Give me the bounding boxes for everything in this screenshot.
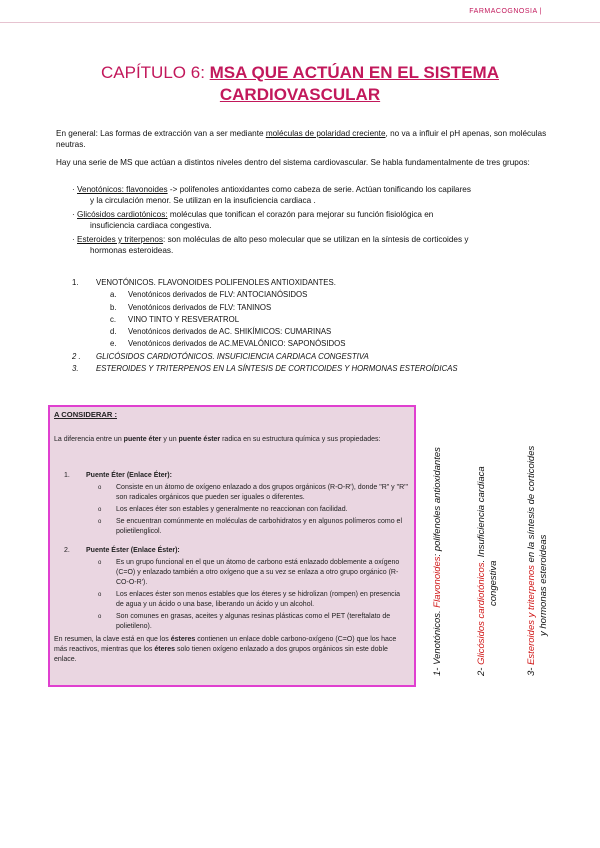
index-sublabel: Venotónicos derivados de AC.MEVALÓNICO: SAPONÓSIDOS: [128, 339, 346, 349]
margin-note-text: en la síntesis de corticoides: [526, 445, 537, 566]
index-subitem: [72, 314, 552, 326]
index-sublabel: Venotónicos derivados de AC. SHIKÍMICOS: CUMARINAS: [128, 327, 332, 337]
margin-note-highlight: Esteroides y triterpenos: [526, 565, 537, 665]
margin-note-text: . Insuficiencia cardiaca: [476, 466, 487, 563]
index-label: ESTEROIDES Y TRITERPENOS EN LA SÍNTESIS DE CORTICOIDES Y HORMONAS ESTEROÍDICAS: [96, 364, 458, 374]
chapter-title: [0, 62, 600, 106]
note-section-heading: [64, 471, 409, 481]
index-letter: a.: [110, 290, 117, 300]
group-text-cont: insuficiencia cardiaca congestiva.: [90, 221, 212, 230]
note-intro-text: La diferencia entre un: [54, 436, 124, 443]
note-summary-text: En resumen, la clave está en que los: [54, 636, 171, 643]
index-subitem: [72, 326, 552, 338]
group-text-cont: y la circulación menor. Se utilizan en la insuficiencia cardiaca .: [90, 196, 316, 205]
intro-paragraph-2: Hay una serie de MS que actúan a distintos niveles dentro del sistema cardiovascular. Se habla fundamentalmente de tres grupos:: [56, 158, 530, 167]
index-letter: c.: [110, 314, 117, 324]
note-list-item: o Consiste en un átomo de oxígeno enlazado a dos grupos orgánicos (R-O-R'), donde "R" y "R'" son radicales orgánicos que pueden ser iguales o diferentes.: [116, 483, 409, 503]
index-letter: e.: [110, 339, 117, 349]
index-number: 2 .: [72, 351, 81, 361]
group-item: · Esteroides y triterpenos: son moléculas de alto peso molecular que se utilizan en la síntesis de corticoides y hormonas esteroideas.: [72, 234, 552, 256]
note-section-title: Puente Éster (Enlace Éster):: [86, 547, 180, 554]
group-item: · Venotónicos: flavonoides -> polifenoles antioxidantes como cabeza de serie. Actúan tonificando los capilares y la circulación menor. Se utilizan en la insuficiencia cardiaca .: [72, 184, 552, 206]
header-subject-tag: FARMACOGNOSIA |: [469, 8, 542, 15]
note-box: [48, 405, 416, 687]
note-list-item: o Son comunes en grasas, aceites y algunas resinas plásticas como el PET (tereftalato de polietileno).: [116, 612, 409, 632]
group-text: -> polifenoles antioxidantes como cabeza de serie. Actúan tonificando los capilares: [167, 185, 471, 194]
note-summary-term: ésteres: [170, 636, 196, 643]
index-subitem: [72, 302, 552, 314]
note-section-ester: [64, 546, 409, 634]
note-list-item: o Los enlaces éter son estables y generalmente no reaccionan con facilidad.: [116, 505, 409, 515]
margin-note-text: congestiva: [488, 560, 499, 606]
note-intro-term: puente éster: [178, 436, 221, 443]
note-summary-text: solo tienen oxígeno enlazado a dos grupos orgánicos sin este doble enlace.: [54, 646, 388, 663]
intro-p1-text-b: , no va a influir el pH apenas, son moléculas neutras.: [56, 129, 547, 149]
note-intro-text: radica en su estructura química y sus propiedades:: [220, 436, 381, 443]
note-list-item: o Es un grupo funcional en el que un átomo de carbono está enlazado doblemente a oxígeno (C=O) y enlazado también a otro oxígeno que a su vez se enlaza a otro grupo orgánico (R-CO-O-R').: [116, 558, 409, 588]
note-box-title: A CONSIDERAR :: [54, 410, 118, 419]
margin-note-text: 3-: [526, 664, 537, 676]
group-term: Esteroides y triterpenos: [77, 235, 164, 244]
note-box-intro: [54, 435, 409, 445]
note-list-item: o Se encuentran comúnmente en moléculas de carbohidratos y en algunos polímeros como el polietilenglicol.: [116, 517, 409, 537]
header-divider: [0, 22, 600, 23]
intro-p1-text-a: En general: Las formas de extracción van a ser mediante: [56, 129, 266, 138]
note-section-list: [64, 558, 409, 632]
margin-note-text: y hormonas esteroideas: [538, 534, 549, 636]
index-subitem: [72, 338, 552, 350]
margin-note-highlight: Glicósidos cardiotónicos: [476, 562, 487, 665]
margin-note-text: 2-: [476, 664, 487, 676]
note-intro-text: y un: [161, 436, 179, 443]
index-number: 1.: [72, 278, 79, 287]
margin-note-2: [476, 466, 500, 676]
intro-paragraph-1: [56, 128, 556, 150]
group-term: Glicósidos cardiotónicos:: [77, 210, 168, 219]
index-item-1: [72, 277, 552, 289]
intro-p1-emphasis: moléculas de polaridad creciente: [265, 129, 386, 138]
note-list-item: o Los enlaces éster son menos estables que los éteres y se hidrolizan (rompen) en presencia de agua y un ácido o una base, liberando un ácido y un alcohol.: [116, 590, 409, 610]
margin-note-3: [526, 446, 550, 676]
chapter-title-prefix: CAPÍTULO 6:: [101, 63, 210, 82]
note-intro-term: puente éter: [123, 436, 162, 443]
note-section-list: [64, 483, 409, 537]
note-section-heading: [64, 546, 409, 556]
index-letter: d.: [110, 327, 117, 337]
index-letter: b.: [110, 302, 117, 312]
index-label: VENOTÓNICOS. FLAVONOIDES POLIFENOLES ANTIOXIDANTES.: [96, 278, 336, 287]
group-text-cont: hormonas esteroideas.: [90, 246, 174, 255]
margin-note-text: 1- Venotónicos.: [432, 607, 443, 676]
group-term: Venotónicos: flavonoides: [77, 185, 168, 194]
group-text: : son moléculas de alto peso molecular que se utilizan en la síntesis de corticoides y: [163, 235, 469, 244]
note-section-number: 2.: [64, 547, 70, 554]
note-section-title: Puente Éter (Enlace Éter):: [86, 472, 172, 479]
index-item-2: [72, 351, 552, 363]
note-section-number: 1.: [64, 472, 70, 479]
index-label: GLICÓSIDOS CARDIOTÓNICOS. INSUFICIENCIA CARDIACA CONGESTIVA: [96, 351, 369, 361]
margin-note-text: : polifenoles antioxidantes: [432, 447, 443, 557]
margin-note-highlight: Flavonoides: [432, 556, 443, 608]
chapter-index: [72, 277, 552, 375]
chapter-title-line1: MSA QUE ACTÚAN EN EL SISTEMA: [209, 63, 499, 82]
groups-list: [72, 184, 552, 259]
index-subitem: [72, 289, 552, 301]
index-number: 3.: [72, 364, 79, 374]
note-section-ether: [64, 471, 409, 539]
index-sublabel: Venotónicos derivados de FLV: TANINOS: [128, 302, 272, 312]
chapter-title-line2: CARDIOVASCULAR: [219, 85, 381, 104]
margin-note-1: [432, 447, 444, 676]
index-sublabel: VINO TINTO Y RESVERATROL: [128, 314, 240, 324]
group-item: · Glicósidos cardiotónicos: moléculas que tonifican el corazón para mejorar su función fisiológica en insuficiencia cardiaca congestiva.: [72, 209, 552, 231]
note-summary-term: éteres: [154, 646, 176, 653]
index-sublabel: Venotónicos derivados de FLV: ANTOCIANÓSIDOS: [128, 290, 308, 300]
note-summary-text: contienen un enlace doble carbono-oxígeno (C=O) que los hace más reactivos, mientras que los: [54, 636, 397, 653]
group-text: moléculas que tonifican el corazón para mejorar su función fisiológica en: [167, 210, 434, 219]
index-item-3: [72, 363, 552, 375]
note-box-summary: [54, 635, 409, 665]
